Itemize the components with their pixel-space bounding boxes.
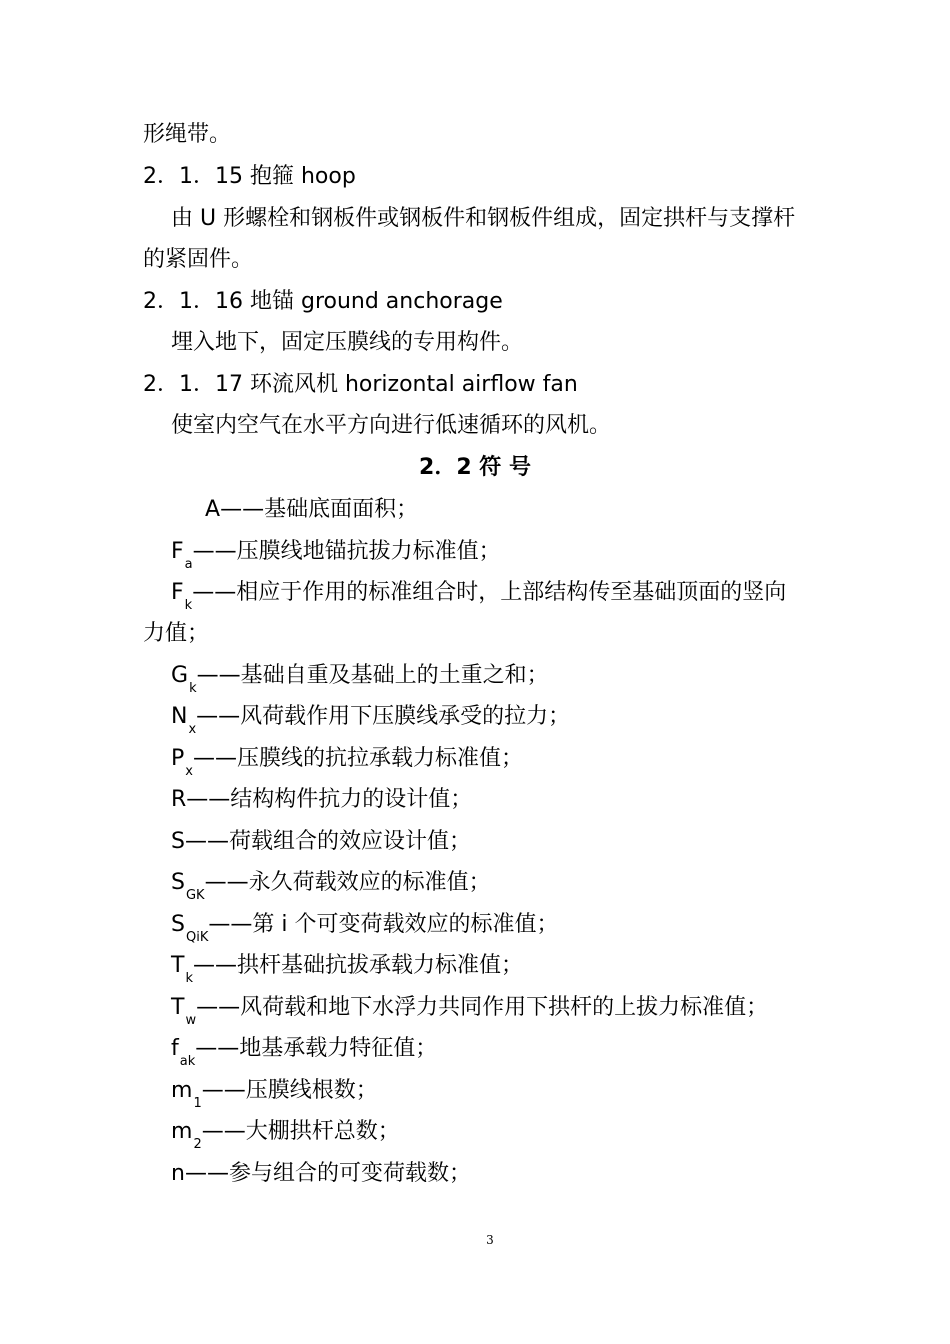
symbol-description: ——基础自重及基础上的土重之和； <box>196 663 549 688</box>
symbol-entry <box>171 661 549 694</box>
symbol-letter: T <box>171 953 185 978</box>
symbol-subscript: QiK <box>185 930 209 945</box>
symbol-entry <box>171 868 491 901</box>
symbol-entry <box>171 951 523 984</box>
symbol-entry <box>171 702 570 735</box>
symbol-subscript: k <box>185 971 193 986</box>
symbol-subscript: w <box>185 1013 197 1028</box>
symbol-letter: N <box>171 704 188 729</box>
symbol-letter: F <box>171 580 184 605</box>
symbol-subscript: 1 <box>193 1096 202 1111</box>
symbol-letter: S <box>171 912 185 937</box>
symbol-description: ——荷载组合的效应设计值； <box>184 829 471 854</box>
section-title-symbols: 2．2 符 号 <box>419 455 531 480</box>
symbol-letter: A <box>205 497 221 522</box>
symbol-letter: m <box>171 1078 193 1103</box>
symbol-entry <box>171 1159 471 1189</box>
symbol-letter: m <box>171 1119 193 1144</box>
symbol-entry <box>205 495 418 525</box>
symbol-subscript: GK <box>185 888 205 903</box>
symbol-description: ——风荷载作用下压膜线承受的拉力； <box>196 704 571 729</box>
symbol-description: ——风荷载和地下水浮力共同作用下拱杆的上拔力标准值； <box>196 995 769 1020</box>
symbol-letter: G <box>171 663 189 688</box>
symbol-subscript: k <box>184 598 193 613</box>
symbol-letter: P <box>171 746 185 771</box>
symbol-subscript: x <box>185 764 193 779</box>
term-2116-heading: 2．1．16 地锚 ground anchorage <box>143 289 503 314</box>
symbol-entry <box>171 910 558 943</box>
symbol-entry <box>171 785 472 815</box>
symbol-letter: T <box>171 995 185 1020</box>
symbol-entry <box>171 827 471 857</box>
symbol-description: ——基础底面面积； <box>220 497 419 522</box>
symbol-description-continuation: 力值； <box>143 621 210 646</box>
symbol-letter: F <box>171 539 184 564</box>
term-2117-definition: 使室内空气在水平方向进行低速循环的风机。 <box>171 413 612 438</box>
page-number: 3 <box>486 1233 494 1247</box>
symbol-description: ——大棚拱杆总数； <box>201 1119 400 1144</box>
symbol-entry <box>171 578 786 611</box>
symbol-description: ——永久荷载效应的标准值； <box>204 870 491 895</box>
term-2116-definition: 埋入地下，固定压膜线的专用构件。 <box>171 330 524 355</box>
symbol-subscript: a <box>184 557 193 572</box>
symbol-entry <box>171 537 501 570</box>
symbol-letter: n <box>171 1161 185 1186</box>
symbol-entry <box>171 1076 378 1109</box>
symbol-description: ——拱杆基础抗拔承载力标准值； <box>192 953 523 978</box>
symbol-entry <box>171 744 523 777</box>
symbol-description: ——第 i 个可变荷载效应的标准值； <box>208 912 559 937</box>
symbol-subscript: k <box>189 681 197 696</box>
symbol-letter: S <box>171 870 185 895</box>
symbol-entry <box>171 1034 437 1067</box>
term-2117-heading: 2．1．17 环流风机 horizontal airflow fan <box>143 372 578 397</box>
symbol-subscript: ak <box>179 1054 196 1069</box>
symbol-description: ——压膜线的抗拉承载力标准值； <box>192 746 523 771</box>
term-2115-heading: 2．1．15 抱箍 hoop <box>143 164 356 189</box>
symbol-entry <box>171 993 768 1026</box>
symbol-description: ——参与组合的可变荷载数； <box>184 1161 471 1186</box>
symbol-letter: S <box>171 829 185 854</box>
symbol-description: ——压膜线根数； <box>201 1078 378 1103</box>
term-2115-definition-line1: 由 U 形螺栓和钢板件或钢板件和钢板件组成，固定拱杆与支撑杆 <box>171 206 796 231</box>
symbol-description: ——压膜线地锚抗拔力标准值； <box>192 539 501 564</box>
symbol-description: ——相应于作用的标准组合时，上部结构传至基础顶面的竖向 <box>192 580 787 605</box>
symbol-description: ——地基承载力特征值； <box>195 1036 438 1061</box>
symbol-entry <box>171 1117 400 1150</box>
symbol-letter: R <box>171 787 187 812</box>
term-2115-definition-line2: 的紧固件。 <box>143 247 254 272</box>
symbol-subscript: 2 <box>193 1137 202 1152</box>
term-2114-continuation: 形绳带。 <box>143 122 232 147</box>
symbol-description: ——结构构件抗力的设计值； <box>186 787 473 812</box>
symbol-letter: f <box>171 1036 179 1061</box>
symbol-subscript: x <box>188 722 197 737</box>
